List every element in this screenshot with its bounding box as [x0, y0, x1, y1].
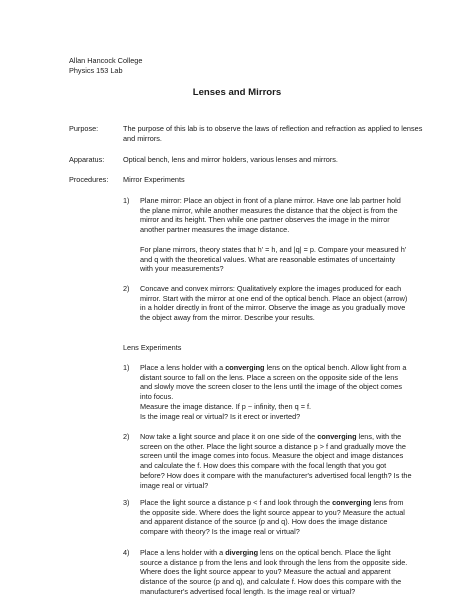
- item-text: Plane mirror: Place an object in front of a plane mirror. Have one lab partner hold the plane mirror, while another measures the distance that the object is from the mirror and its height. Then while one partner observes the image in the mirror another partner measures the image distance.: [140, 196, 401, 235]
- item-number: 1): [123, 196, 130, 205]
- item-number: 4): [123, 548, 130, 557]
- mirror-experiments-heading: Mirror Experiments: [123, 175, 185, 184]
- course-name: Physics 153 Lab: [69, 65, 123, 75]
- item-text: Now take a light source and place it on one side of the converging lens, with the screen on the other. Place the light source a distance p > f and gradually move the screen until the image comes into focus. Measure the object and image distances and calculate the f. How does this compare with the focal length that you got before? How does it compare with the manufacturer's advertised focal length? Is the image real or virtual?: [140, 432, 412, 490]
- emphasis-diverging: diverging: [225, 548, 259, 557]
- lens-experiments-heading: Lens Experiments: [123, 343, 182, 352]
- emphasis-converging: converging: [225, 363, 265, 372]
- apparatus-label: Apparatus:: [69, 155, 105, 164]
- college-name: Allan Hancock College: [69, 56, 143, 65]
- plane-mirror-note: For plane mirrors, theory states that h' = h, and |q| = p. Compare your measured h' and q with the theoretical values. What are reasonable estimates of uncertainty with your measurements?: [140, 245, 407, 274]
- item-number: 2): [123, 432, 130, 441]
- procedures-label: Procedures:: [69, 175, 109, 184]
- item-question-line: Is the image real or virtual? Is it erect or inverted?: [140, 411, 301, 421]
- apparatus-text: Optical bench, lens and mirror holders, various lenses and mirrors.: [123, 155, 338, 164]
- header-block: [69, 56, 142, 75]
- purpose-text: The purpose of this lab is to observe the laws of reflection and refraction as applied to lenses and mirrors.: [123, 124, 423, 143]
- emphasis-converging: converging: [317, 432, 357, 441]
- item-number: 3): [123, 498, 130, 507]
- purpose-label: Purpose:: [69, 124, 99, 133]
- item-number: 1): [123, 363, 130, 372]
- item-text: Place a lens holder with a converging lens on the optical bench. Allow light from a distant source to fall on the lens. Place a screen on the opposite side of the lens and slowly move the screen closer to the lens until the image of the object comes into focus. Measure the image distance. If p ~ infinity, then q = f. Is the image real or virtual? Is it erect or inverted?: [140, 363, 407, 421]
- page-title: Lenses and Mirrors: [192, 87, 282, 98]
- emphasis-converging: converging: [332, 498, 372, 507]
- item-measure-line: Measure the image distance. If p ~ infinity, then q = f.: [140, 401, 312, 411]
- item-text: Place a lens holder with a diverging lens on the optical bench. Place the light source a distance p from the lens and look through the lens from the opposite side. Where does the light source appear to you? Measure the actual and apparent distance of the source (p and q), and calculate f. How does this compare with the manufacturer's advertised focal length. Is the image real or virtual?: [140, 548, 408, 596]
- item-text: Place the light source a distance p < f and look through the converging lens from the opposite side. Where does the light source appear to you? Measure the actual and apparent distance of the source (p and q). How does the image distance compare with theory? Is the image real or virtual?: [140, 498, 405, 537]
- item-text: Concave and convex mirrors: Qualitatively explore the images produced for each mirror. Start with the mirror at one end of the optical bench. Place an object (arrow) in a holder directly in front of the mirror. Observe the image as you gradually move the object away from the mirror. Describe your results.: [140, 284, 408, 323]
- item-number: 2): [123, 284, 130, 293]
